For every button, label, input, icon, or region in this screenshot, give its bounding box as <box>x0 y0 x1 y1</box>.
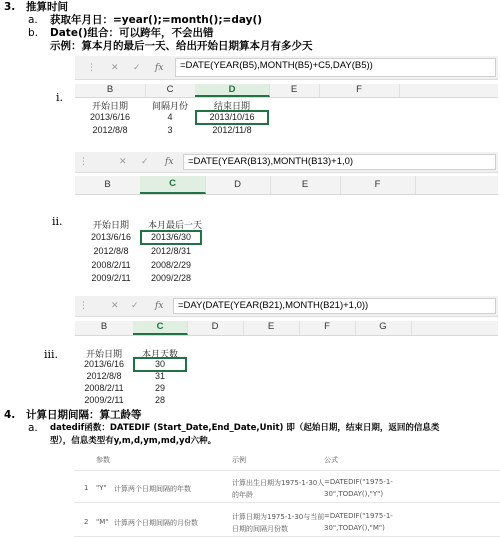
column-header-row <box>75 84 498 98</box>
cell[interactable]: 本月最后一天 <box>147 220 202 230</box>
spreadsheet-3 <box>75 296 498 408</box>
cell[interactable]: 31 <box>154 371 165 381</box>
col-header-b[interactable]: B <box>75 176 141 194</box>
datedif-text-line1: datedif函数：DATEDIF (Start_Date,End_Date,Unit) 即（起始日期，结束日期，返回的信息类 <box>50 423 440 433</box>
section-4-title: 计算日期间隔：算工龄等 <box>26 409 142 421</box>
table-header: 公式 <box>324 456 338 464</box>
example-line1: 计算日期为1975-1-30与当前 <box>232 513 325 521</box>
formula-bar <box>75 152 498 173</box>
formula-line2: 30",TODAY(),"Y") <box>324 490 384 498</box>
col-header-d[interactable]: D <box>195 84 270 97</box>
table-header: 示例 <box>232 456 246 464</box>
row-number: 2 <box>84 518 89 526</box>
example-line1: 计算出生日期为1975-1-30人 <box>232 479 325 487</box>
confirm-icon[interactable]: ✓ <box>141 157 149 167</box>
cell[interactable]: 2012/8/31 <box>150 246 192 256</box>
section-3-number: 3. <box>4 1 16 13</box>
col-header-e[interactable]: E <box>269 84 320 97</box>
cell[interactable]: 29 <box>154 383 165 393</box>
item-a-label: a. <box>28 422 38 434</box>
more-icon: ⋮ <box>79 157 88 167</box>
example-line2: 日期的间隔月份数 <box>232 525 288 533</box>
col-header-d[interactable]: D <box>187 321 244 335</box>
more-icon: ⋮ <box>87 62 96 73</box>
roman-ii: ii. <box>52 215 63 228</box>
fx-icon[interactable]: fx <box>155 62 164 73</box>
cell[interactable]: 4 <box>167 112 173 122</box>
spreadsheet-1 <box>75 56 498 135</box>
cancel-icon[interactable]: ✕ <box>111 301 119 311</box>
cell[interactable]: 2013/6/16 <box>83 359 125 369</box>
formula-input[interactable]: =DAY(DATE(YEAR(B21),MONTH(B21)+1,0)) <box>173 298 496 314</box>
table-header-row <box>74 450 500 471</box>
formula-line1: =DATEDIF("1975-1- <box>324 478 393 486</box>
formula-input[interactable]: =DATE(YEAR(B13),MONTH(B13)+1,0) <box>183 154 496 170</box>
roman-i: i. <box>56 91 64 104</box>
cell[interactable]: 开始日期 <box>85 349 122 359</box>
table-row <box>74 476 500 503</box>
section-4-number: 4. <box>4 409 16 421</box>
col-header-c[interactable]: C <box>145 84 196 97</box>
cell[interactable]: 28 <box>154 395 165 405</box>
confirm-icon[interactable]: ✓ <box>133 62 141 73</box>
col-header-e[interactable]: E <box>270 176 341 194</box>
item-a-label: a. <box>28 14 38 26</box>
active-cell[interactable]: 30 <box>133 357 187 372</box>
active-cell[interactable]: 2013/10/16 <box>195 110 269 125</box>
cell[interactable]: 2009/2/11 <box>91 273 131 283</box>
active-cell[interactable]: 2013/6/30 <box>140 230 202 245</box>
cell[interactable]: 2013/6/16 <box>89 112 131 122</box>
formula-line2: 30",TODAY(),"M") <box>324 524 385 532</box>
col-header-f[interactable]: F <box>299 321 356 335</box>
table-row <box>74 510 500 537</box>
col-header-g[interactable]: G <box>355 321 412 335</box>
col-header-b[interactable]: B <box>75 321 134 335</box>
param-desc: 计算两个日期间隔的月份数 <box>114 519 198 527</box>
item-a-text: 获取年月日：=year();=month();=day() <box>50 14 263 26</box>
example-text: 示例：算本月的最后一天、给出开始日期算本月有多少天 <box>50 40 313 52</box>
param-value: "Y" <box>96 484 107 492</box>
item-b-text: Date()组合：可以跨年，不会出错 <box>50 27 214 39</box>
datedif-text-line2: 型），信息类型有y,m,d,ym,md,yd六种。 <box>50 436 217 446</box>
param-desc: 计算两个日期间隔的年数 <box>114 485 191 493</box>
fx-icon[interactable]: fx <box>165 157 174 167</box>
cell[interactable]: 2009/2/11 <box>84 395 124 405</box>
cell[interactable]: 2008/2/11 <box>84 383 124 393</box>
cell[interactable]: 2012/11/8 <box>212 125 252 135</box>
cell[interactable]: 间隔月份 <box>151 101 188 111</box>
param-value: "M" <box>96 518 109 526</box>
example-line2: 的年龄 <box>232 491 253 499</box>
cell[interactable]: 本月天数 <box>141 349 178 359</box>
more-icon: ⋮ <box>79 301 88 311</box>
cell[interactable]: 2013/6/16 <box>90 232 132 242</box>
cancel-icon[interactable]: ✕ <box>119 157 127 167</box>
cell[interactable]: 结束日期 <box>213 101 250 111</box>
cell[interactable]: 开始日期 <box>92 220 129 230</box>
formula-bar <box>75 56 498 80</box>
table-header: 参数 <box>96 456 110 464</box>
col-header-b[interactable]: B <box>75 84 146 97</box>
col-header-c[interactable]: C <box>133 321 188 335</box>
fx-icon[interactable]: fx <box>155 301 164 311</box>
cell[interactable]: 开始日期 <box>91 101 128 111</box>
formula-input[interactable]: =DATE(YEAR(B5),MONTH(B5)+C5,DAY(B5)) <box>175 58 496 77</box>
col-header-e[interactable]: E <box>243 321 300 335</box>
section-3-title: 推算时间 <box>26 1 68 13</box>
cell[interactable]: 2008/2/11 <box>91 260 131 270</box>
col-header-c[interactable]: C <box>140 176 206 194</box>
spreadsheet-2 <box>75 152 498 284</box>
column-header-row <box>75 176 498 195</box>
roman-iii: iii. <box>44 348 59 361</box>
col-header-f[interactable]: F <box>340 176 416 194</box>
cell[interactable]: 2012/8/8 <box>92 125 128 135</box>
formula-line1: =DATEDIF("1975-1- <box>324 512 393 520</box>
row-number: 1 <box>84 484 89 492</box>
cell[interactable]: 2012/8/8 <box>93 246 129 256</box>
cell[interactable]: 2008/2/29 <box>150 260 192 270</box>
formula-bar <box>75 296 498 317</box>
cell[interactable]: 3 <box>167 125 173 135</box>
col-header-f[interactable]: F <box>319 84 400 97</box>
cancel-icon[interactable]: ✕ <box>111 62 119 73</box>
cell[interactable]: 2012/8/8 <box>86 371 122 381</box>
item-b-label: b. <box>28 27 39 39</box>
column-header-row <box>75 321 498 336</box>
confirm-icon[interactable]: ✓ <box>131 301 139 311</box>
col-header-d[interactable]: D <box>205 176 271 194</box>
cell[interactable]: 2009/2/28 <box>150 273 192 283</box>
